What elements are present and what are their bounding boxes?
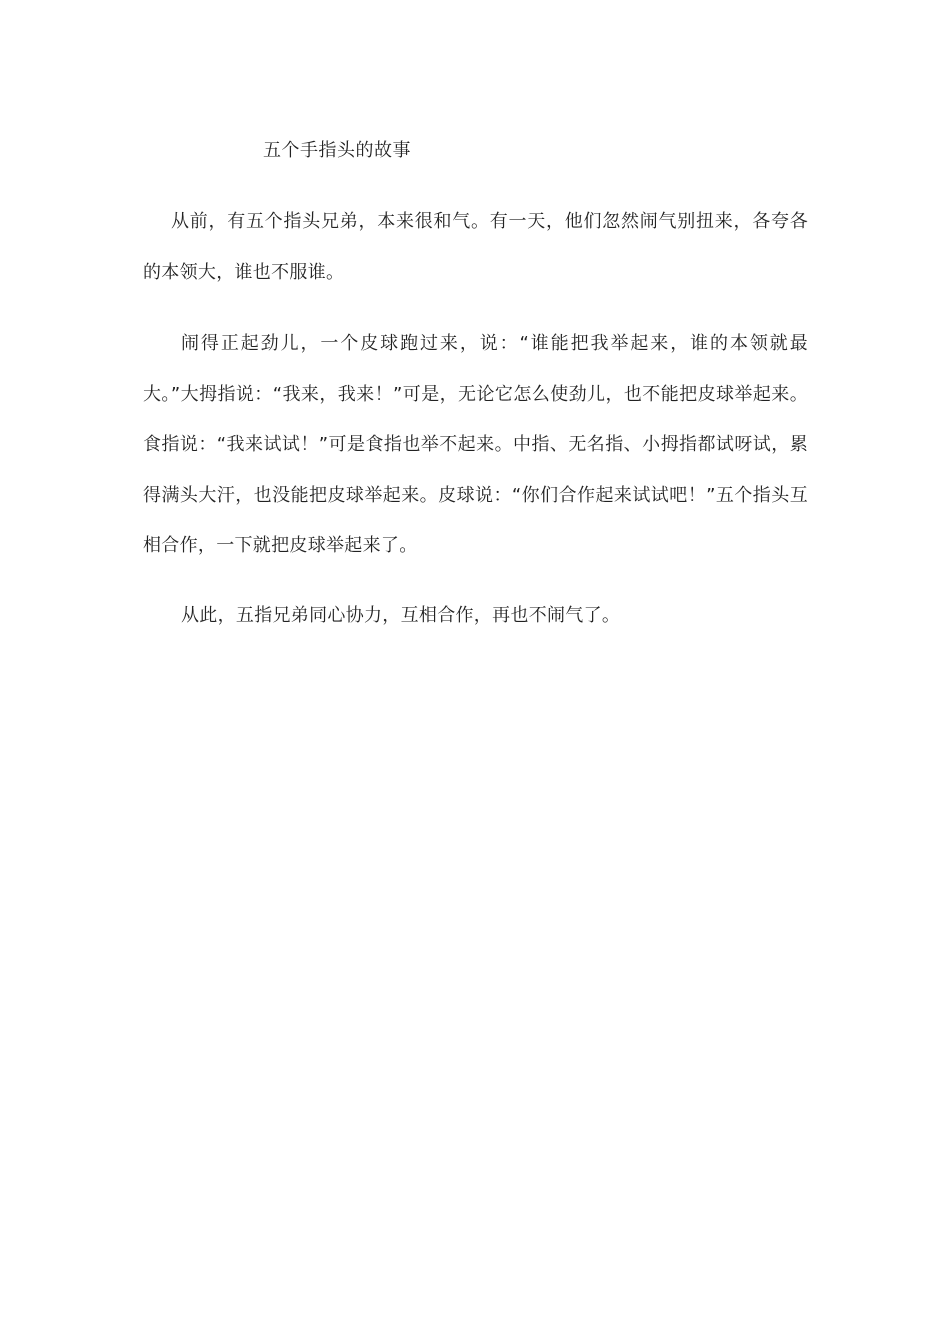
paragraph-3: 从此，五指兄弟同心协力，互相合作，再也不闹气了。 [181,605,621,626]
document-title: 五个手指头的故事 [263,140,411,161]
paragraph-1: 从前，有五个指头兄弟，本来很和气。有一天，他们忽然闹气别扭来，各夸各的本领大，谁也不服谁。 [143,211,808,283]
paragraph-2: 闹得正起劲儿，一个皮球跑过来，说：“谁能把我举起来，谁的本领就最大。”大拇指说：“我来，我来！”可是，无论它怎么使劲儿，也不能把皮球举起来。食指说：“我来试试！”可是食指也举不起来。中指、无名指、小拇指都试呀试，累得满头大汗，也没能把皮球举起来。皮球说：“你们合作起来试试吧！”五个指头互相合作，一下就把皮球举起来了。 [143,333,808,556]
